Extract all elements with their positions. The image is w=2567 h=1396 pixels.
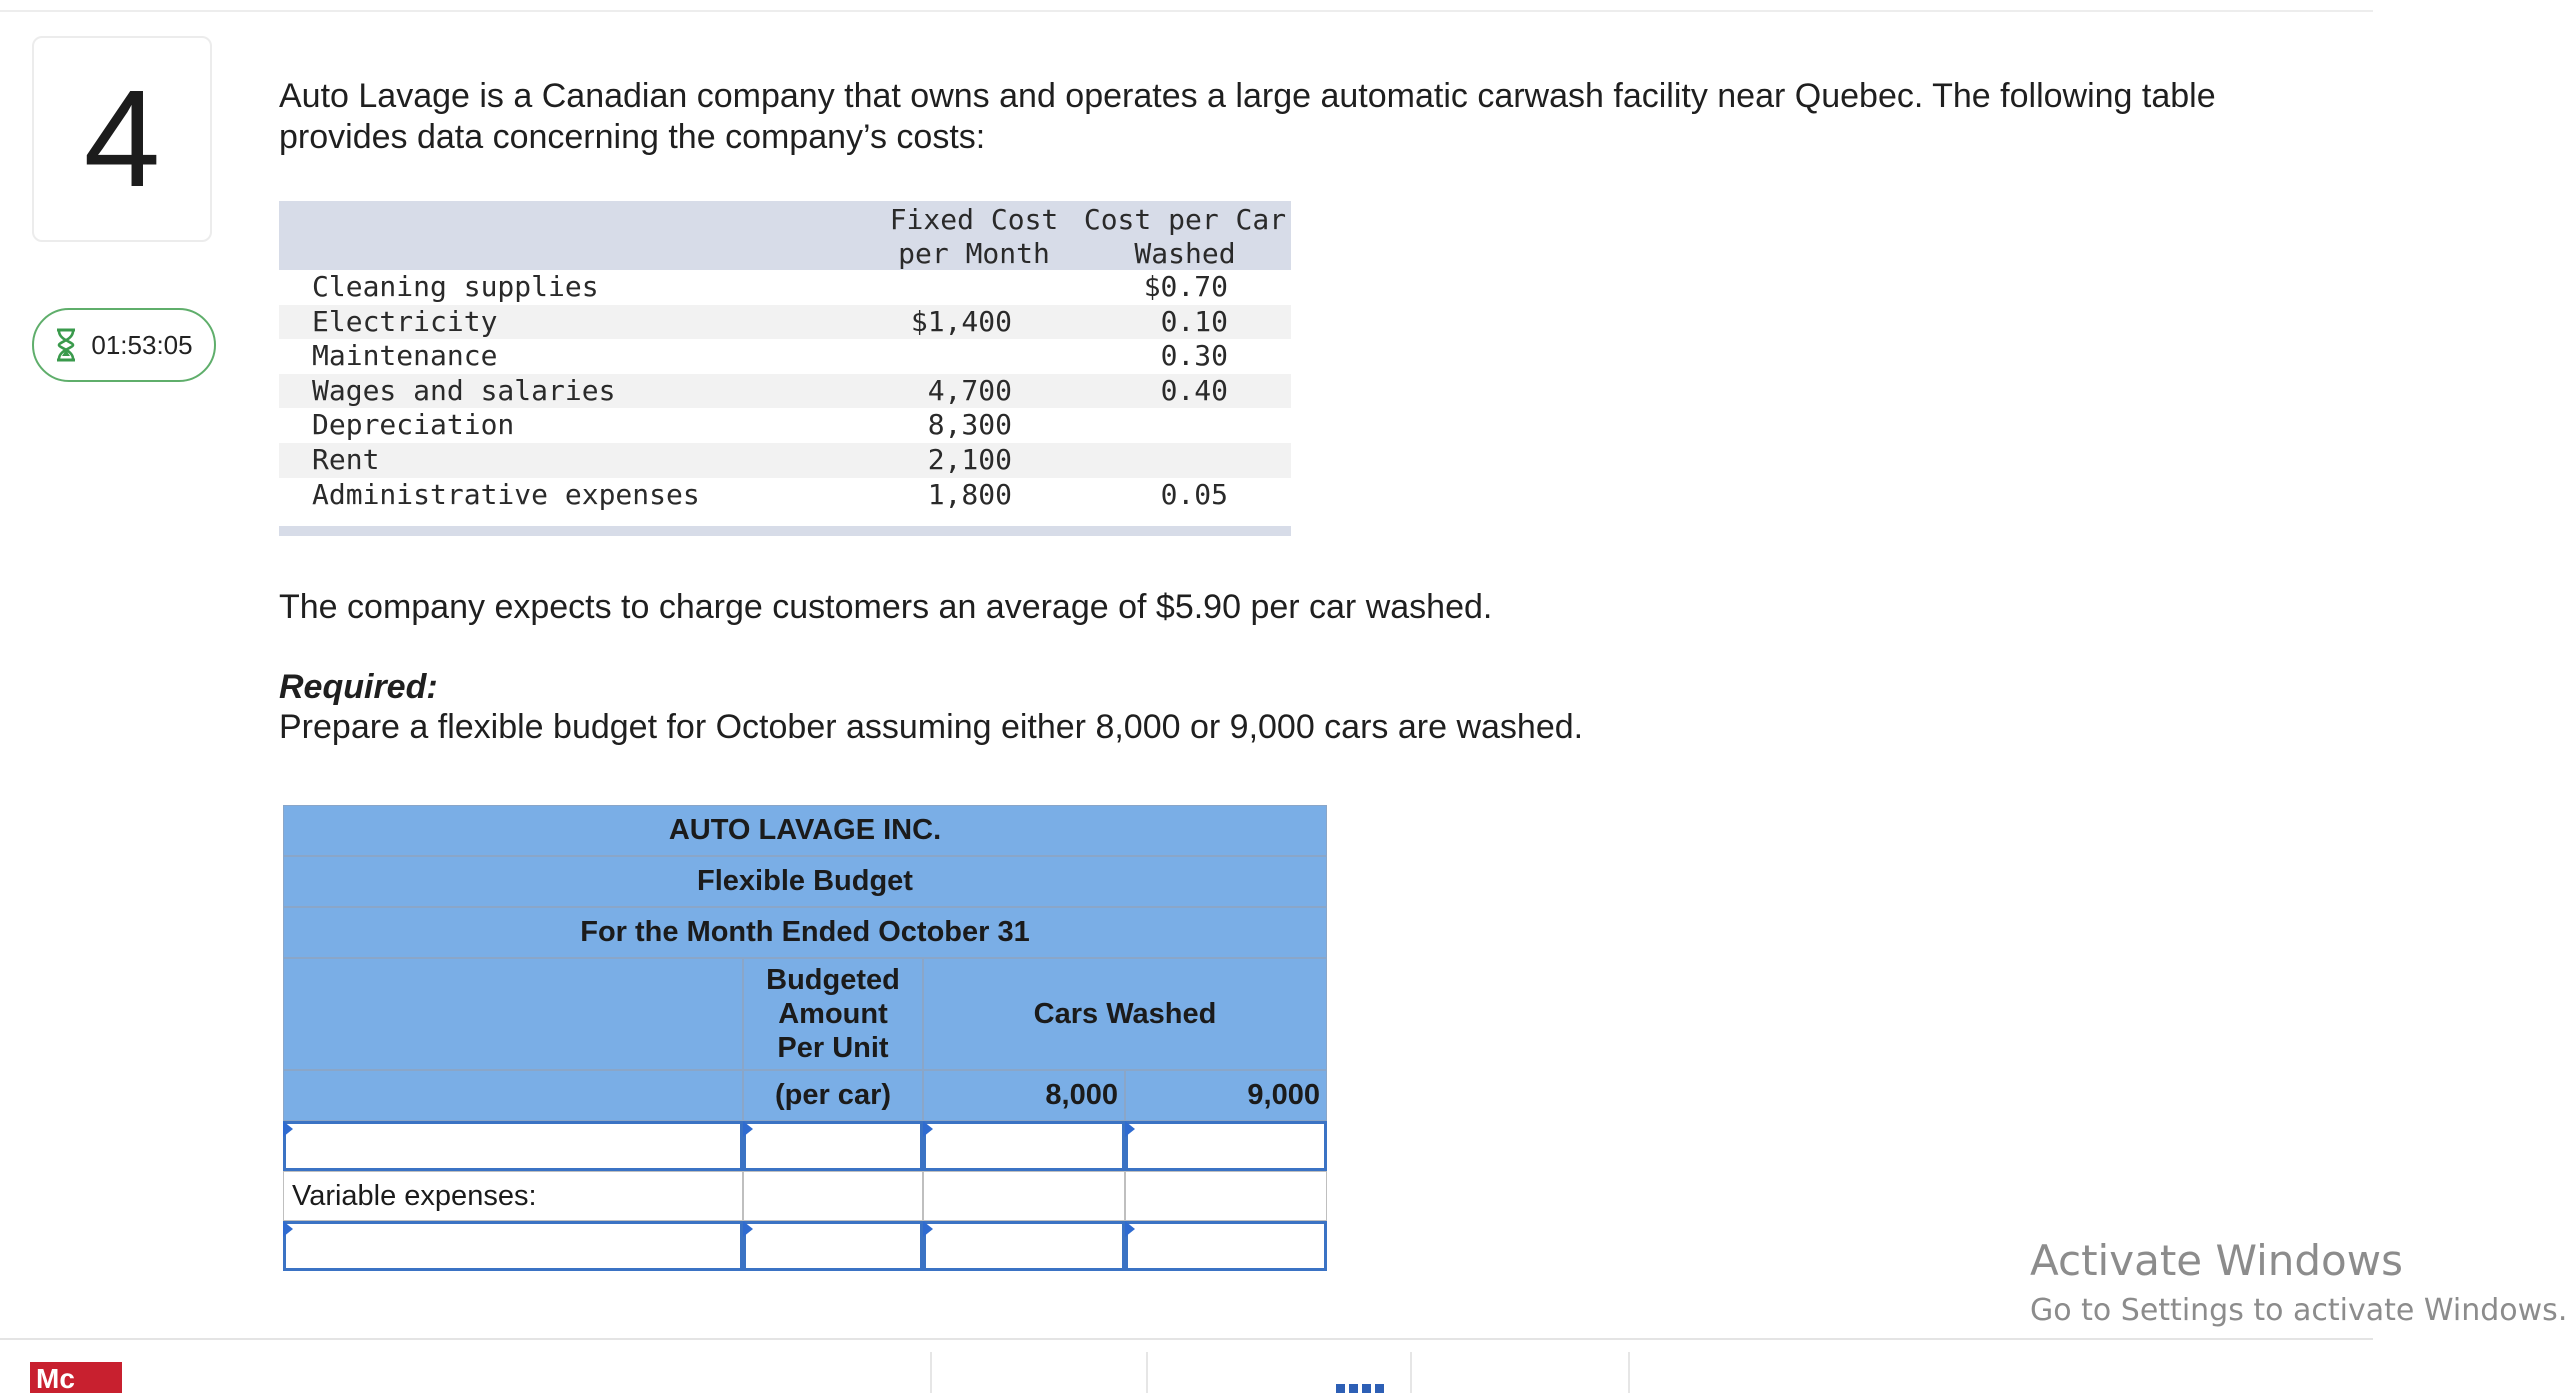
revenue-per-unit-field[interactable] <box>746 1124 920 1168</box>
header-9000: 9,000 <box>1125 1070 1327 1121</box>
flexible-budget-table <box>283 805 1327 1271</box>
empty-cell <box>743 1171 923 1221</box>
hourglass-icon <box>55 328 77 362</box>
cost-label: Administrative expenses <box>312 477 700 511</box>
header-budgeted-amount: Budgeted Amount Per Unit <box>743 958 923 1070</box>
cost-var: 0.30 <box>1160 339 1228 373</box>
expense-per-unit-input[interactable] <box>743 1221 923 1271</box>
cost-fixed: 1,800 <box>927 477 1012 511</box>
empty-cell <box>1125 1171 1327 1221</box>
expense-8000-field[interactable] <box>926 1224 1122 1268</box>
cost-var: 0.40 <box>1160 373 1228 407</box>
cost-data-table <box>279 201 1291 536</box>
cost-label: Cleaning supplies <box>312 270 599 303</box>
cost-label: Rent <box>312 442 380 476</box>
cost-row <box>279 339 1291 374</box>
mcgraw-hill-logo: Mc <box>30 1362 122 1393</box>
expense-9000-field[interactable] <box>1128 1224 1324 1268</box>
cost-var: $0.70 <box>1143 270 1228 303</box>
budget-company: AUTO LAVAGE INC. <box>283 805 1327 856</box>
required-text: Prepare a flexible budget for October assuming either 8,000 or 9,000 cars are washed. <box>279 708 1584 746</box>
question-intro: Auto Lavage is a Canadian company that owns and operates a large automatic carwash facility near Quebec. The following table provides data concerning the company’s costs: <box>279 77 2216 156</box>
cost-fixed: 4,700 <box>927 373 1012 407</box>
budget-title: Flexible Budget <box>283 856 1327 907</box>
revenue-8000-input[interactable] <box>923 1121 1125 1171</box>
cost-fixed: 2,100 <box>927 442 1012 476</box>
timer-value: 01:53:05 <box>91 329 193 360</box>
activate-windows-watermark <box>2030 1236 2567 1328</box>
cost-row <box>279 305 1291 340</box>
cost-table-footer <box>279 526 1291 536</box>
budget-period: For the Month Ended October 31 <box>283 907 1327 958</box>
footer-divider <box>0 1338 2373 1340</box>
cost-table-header <box>279 201 1291 270</box>
required-label: Required: <box>279 668 438 706</box>
header-8000: 8,000 <box>923 1070 1125 1121</box>
revenue-9000-field[interactable] <box>1128 1124 1324 1168</box>
charge-text: The company expects to charge customers an average of $5.90 per car washed. <box>279 588 1493 626</box>
revenue-label-input[interactable] <box>283 1121 743 1171</box>
variable-expenses-label: Variable expenses: <box>283 1171 743 1221</box>
nav-divider <box>930 1352 932 1393</box>
expense-label-input[interactable] <box>283 1221 743 1271</box>
header-fixed-cost: Fixed Cost per Month <box>889 203 1059 270</box>
watermark-subtitle: Go to Settings to activate Windows. <box>2030 1293 2567 1328</box>
header-cars-washed: Cars Washed <box>923 958 1327 1070</box>
expense-label-field[interactable] <box>286 1224 740 1268</box>
revenue-label-field[interactable] <box>286 1124 740 1168</box>
header-blank <box>283 1070 743 1121</box>
nav-divider <box>1628 1352 1630 1393</box>
revenue-per-unit-input[interactable] <box>743 1121 923 1171</box>
cost-row <box>279 408 1291 443</box>
cost-row <box>279 478 1291 513</box>
grid-icon[interactable] <box>1336 1384 1384 1393</box>
nav-divider <box>1146 1352 1148 1393</box>
cost-label: Maintenance <box>312 339 498 373</box>
header-blank <box>283 958 743 1070</box>
cost-label: Depreciation <box>312 408 515 442</box>
cost-label: Wages and salaries <box>312 373 616 407</box>
revenue-9000-input[interactable] <box>1125 1121 1327 1171</box>
expense-9000-input[interactable] <box>1125 1221 1327 1271</box>
empty-cell <box>923 1171 1125 1221</box>
timer-badge[interactable] <box>32 308 216 382</box>
cost-var: 0.05 <box>1160 477 1228 511</box>
cost-row <box>279 270 1291 305</box>
revenue-8000-field[interactable] <box>926 1124 1122 1168</box>
cost-label: Electricity <box>312 304 498 338</box>
expense-per-unit-field[interactable] <box>746 1224 920 1268</box>
question-number: 4 <box>32 36 212 242</box>
watermark-title: Activate Windows <box>2030 1236 2403 1285</box>
header-per-car: (per car) <box>743 1070 923 1121</box>
cost-var: 0.10 <box>1160 304 1228 338</box>
cost-row <box>279 443 1291 478</box>
cost-row <box>279 374 1291 409</box>
cost-fixed: $1,400 <box>910 304 1012 338</box>
header-cost-per-car: Cost per Car Washed <box>1083 203 1287 270</box>
nav-divider <box>1410 1352 1412 1393</box>
top-divider <box>0 10 2373 12</box>
expense-8000-input[interactable] <box>923 1221 1125 1271</box>
cost-fixed: 8,300 <box>927 408 1012 442</box>
